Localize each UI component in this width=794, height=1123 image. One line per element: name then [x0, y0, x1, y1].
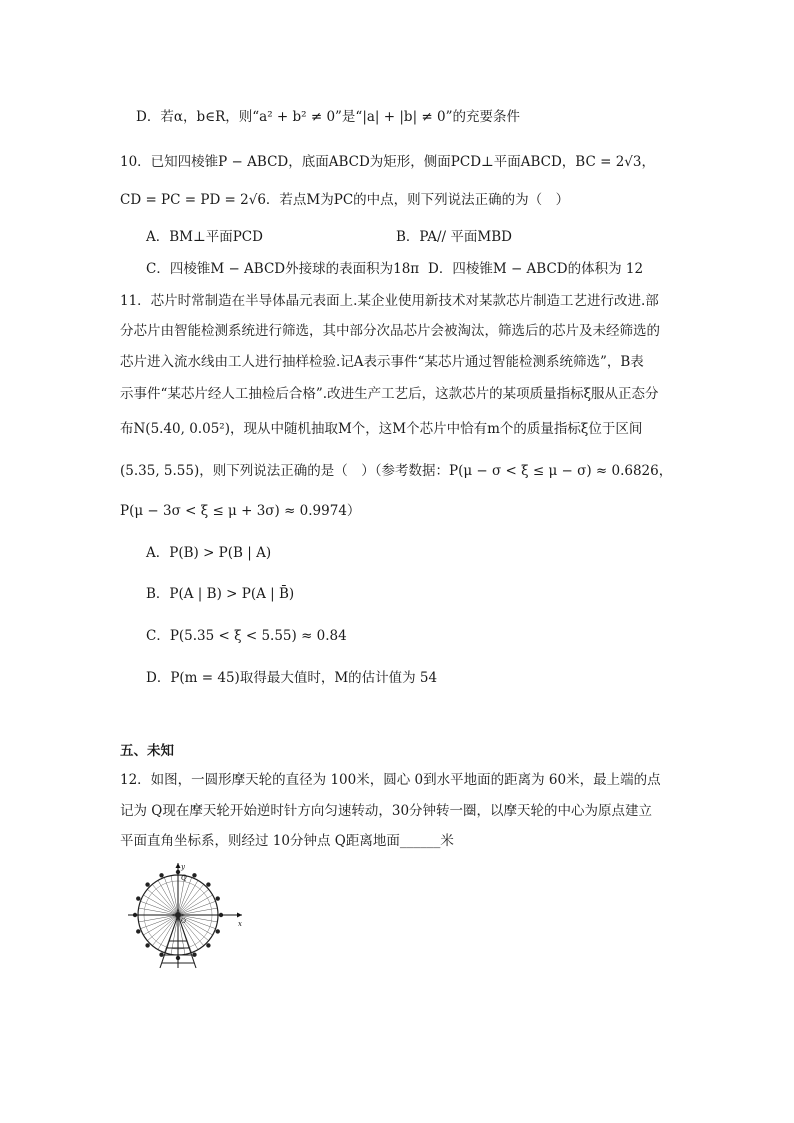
- ferris-wheel-figure: [124, 860, 248, 972]
- q11-stem-line3: 芯片进入流水线由工人进行抽样检验.记A表示事件“某芯片通过智能检测系统筛选”，B表: [120, 354, 644, 370]
- ferris-wheel-cabin: [216, 896, 220, 900]
- q11-stem-line4: 示事件“某芯片经人工抽检后合格”.改进生产工艺后，这款芯片的某项质量指标ξ服从正态分: [120, 386, 659, 402]
- x-axis-arrow-icon: [237, 913, 242, 918]
- q11-option-a: A．P(B) > P(B | A): [146, 545, 272, 561]
- figure-label-y: y: [181, 863, 185, 871]
- ferris-wheel-cabin: [192, 953, 196, 957]
- ferris-wheel-cabin: [145, 943, 149, 947]
- ferris-wheel-cabin: [216, 929, 220, 933]
- q11-stem-line7: P(μ − 3σ < ξ ≤ μ + 3σ) ≈ 0.9974）: [120, 503, 361, 519]
- ferris-wheel-cabin: [159, 873, 163, 877]
- q11-option-c: C．P(5.35 < ξ < 5.55) ≈ 0.84: [146, 628, 347, 644]
- q10-stem-line2: CD = PC = PD = 2√6．若点M为PC的中点，则下列说法正确的为（ ）: [120, 192, 570, 208]
- q11-stem-line6: (5.35, 5.55)，则下列说法正确的是（ ）（参考数据：P(μ − σ < ξ ≤ μ − σ) ≈ 0.6826，: [120, 463, 673, 479]
- figure-label-o: O: [181, 918, 186, 925]
- q10-option-d: D．四棱锥M − ABCD的体积为 12: [428, 261, 644, 277]
- q11-stem-line2: 分芯片由智能检测系统进行筛选，其中部分次品芯片会被淘汰，筛选后的芯片及未经筛选的: [120, 323, 660, 339]
- q12-stem-line1: 12．如图，一圆形摩天轮的直径为 100米，圆心 0到水平地面的距离为 60米，最上端的点: [120, 772, 661, 788]
- q11-option-d: D．P(m = 45)取得最大值时，M的估计值为 54: [146, 670, 438, 686]
- ferris-wheel-cabin: [206, 882, 210, 886]
- q12-stem-line2: 记为 Q现在摩天轮开始逆时针方向匀速转动，30分钟转一圈，以摩天轮的中心为原点建立: [120, 803, 653, 819]
- y-axis-arrow-icon: [176, 863, 181, 868]
- figure-label-q: Q: [181, 874, 187, 882]
- ferris-wheel-cabin: [192, 873, 196, 877]
- q10-option-c: C．四棱锥M − ABCD外接球的表面积为18π: [146, 261, 420, 277]
- figure-label-x: x: [238, 920, 242, 928]
- ferris-wheel-cabin: [145, 882, 149, 886]
- q11-option-b: B．P(A | B) > P(A | B̄): [146, 586, 295, 602]
- ferris-wheel-cabin: [136, 896, 140, 900]
- q11-stem-line5: 布N(5.40, 0.05²)，现从中随机抽取M个，这M个芯片中恰有m个的质量指标ξ位于区间: [120, 421, 643, 437]
- q10-stem-line1: 10．已知四棱锥P − ABCD，底面ABCD为矩形，侧面PCD⊥平面ABCD，BC = 2√3，: [120, 154, 655, 170]
- ferris-wheel-cabin: [136, 929, 140, 933]
- q10-option-b: B．PA// 平面MBD: [396, 229, 512, 245]
- ferris-wheel-cabin: [159, 953, 163, 957]
- ferris-wheel-cabin: [206, 943, 210, 947]
- q12-stem-line3: 平面直角坐标系，则经过 10分钟点 Q距离地面______米: [120, 833, 454, 849]
- q11-stem-line1: 11．芯片时常制造在半导体晶元表面上.某企业使用新技术对某款芯片制造工艺进行改进.部: [120, 293, 659, 309]
- q10-option-a: A．BM⊥平面PCD: [146, 229, 263, 245]
- q9-option-d: D．若α，b∈R，则“a² + b² ≠ 0”是“|a| + |b| ≠ 0”的充要条件: [136, 109, 520, 125]
- section-title: 五、未知: [120, 743, 174, 759]
